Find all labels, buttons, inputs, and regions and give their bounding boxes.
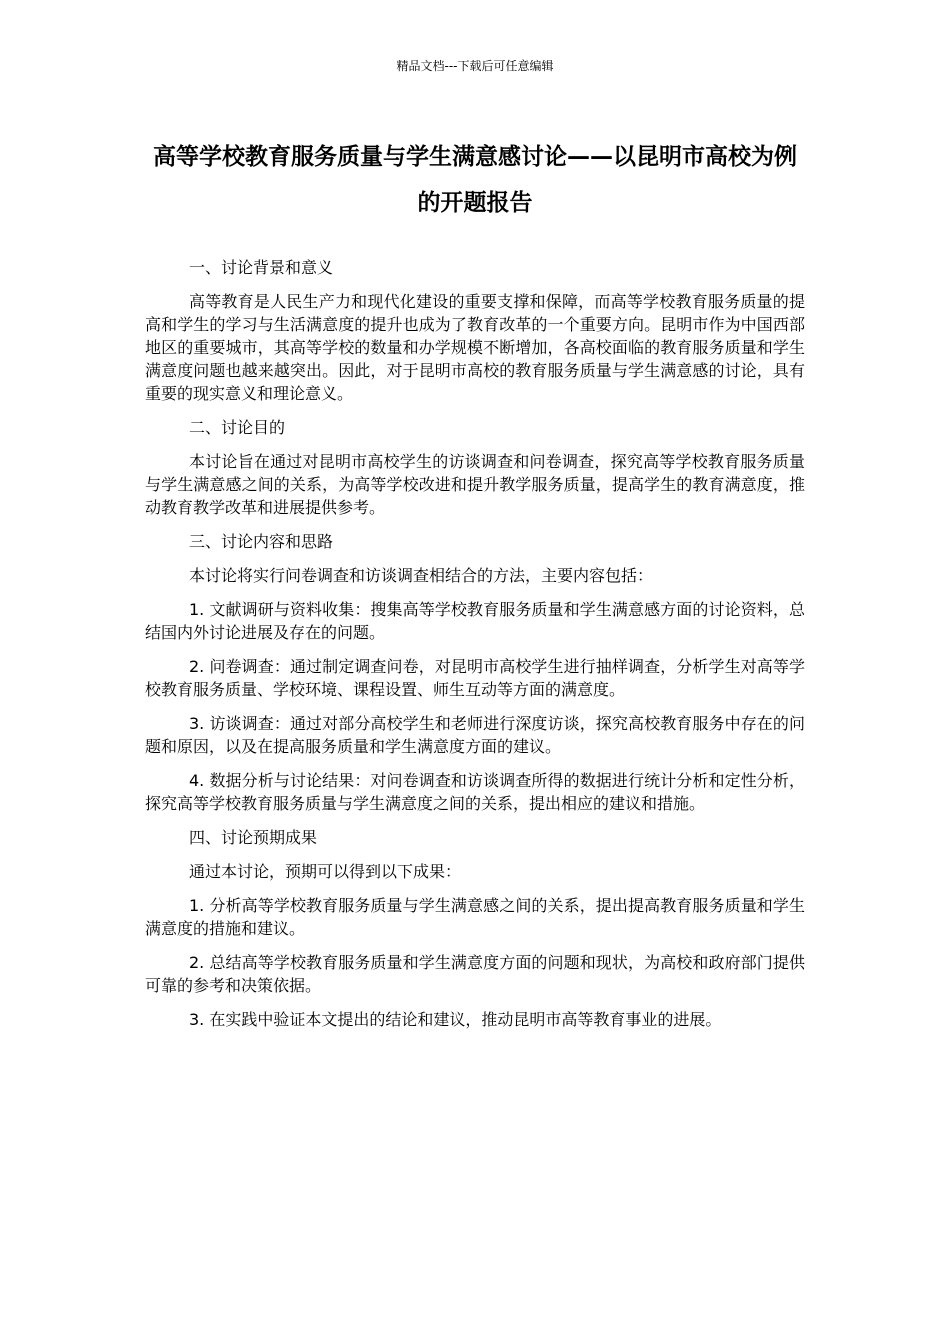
section-heading-background: 一、讨论背景和意义 (189, 258, 334, 277)
list-item: 3. 访谈调查：通过对部分高校学生和老师进行深度访谈，探究高校教育服务中存在的问题和原因，以及在提高服务质量和学生满意度方面的建议。 (145, 714, 805, 756)
document-title: 高等学校教育服务质量与学生满意感讨论——以昆明市高校为例的开题报告 (153, 144, 797, 216)
list-item: 4. 数据分析与讨论结果：对问卷调查和访谈调查所得的数据进行统计分析和定性分析，探究高等学校教育服务质量与学生满意度之间的关系，提出相应的建议和措施。 (145, 771, 805, 813)
header-note: 精品文档---下载后可任意编辑 (396, 59, 554, 73)
document-body (145, 256, 805, 1042)
paragraph-outcomes-intro: 通过本讨论，预期可以得到以下成果： (189, 862, 462, 881)
paragraph-background: 高等教育是人民生产力和现代化建设的重要支撑和保障，而高等学校教育服务质量的提高和学生的学习与生活满意度的提升也成为了教育改革的一个重要方向。昆明市作为中国西部地区的重要城市，其高等学校的数量和办学规模不断增加，各高校面临的教育服务质量和学生满意度问题也越来越突出。因此，对于昆明市高校的教育服务质量与学生满意感的讨论，具有重要的现实意义和理论意义。 (145, 292, 805, 403)
section-heading-outcomes: 四、讨论预期成果 (189, 828, 318, 847)
list-item: 1. 文献调研与资料收集：搜集高等学校教育服务质量和学生满意感方面的讨论资料，总结国内外讨论进展及存在的问题。 (145, 600, 805, 642)
paragraph-purpose: 本讨论旨在通过对昆明市高校学生的访谈调查和问卷调查，探究高等学校教育服务质量与学生满意感之间的关系，为高等学校改进和提升教学服务质量，提高学生的教育满意度，推动教育教学改革和进展提供参考。 (145, 452, 805, 517)
section-heading-purpose: 二、讨论目的 (189, 418, 286, 437)
list-item: 2. 总结高等学校教育服务质量和学生满意度方面的问题和现状，为高校和政府部门提供可靠的参考和决策依据。 (145, 953, 805, 995)
list-item: 3. 在实践中验证本文提出的结论和建议，推动昆明市高等教育事业的进展。 (189, 1010, 722, 1029)
list-item: 2. 问卷调查：通过制定调查问卷，对昆明市高校学生进行抽样调查，分析学生对高等学校教育服务质量、学校环境、课程设置、师生互动等方面的满意度。 (145, 657, 805, 699)
list-item: 1. 分析高等学校教育服务质量与学生满意感之间的关系，提出提高教育服务质量和学生满意度的措施和建议。 (145, 896, 805, 938)
paragraph-content-intro: 本讨论将实行问卷调查和访谈调查相结合的方法，主要内容包括： (189, 566, 654, 585)
section-heading-content: 三、讨论内容和思路 (189, 532, 334, 551)
